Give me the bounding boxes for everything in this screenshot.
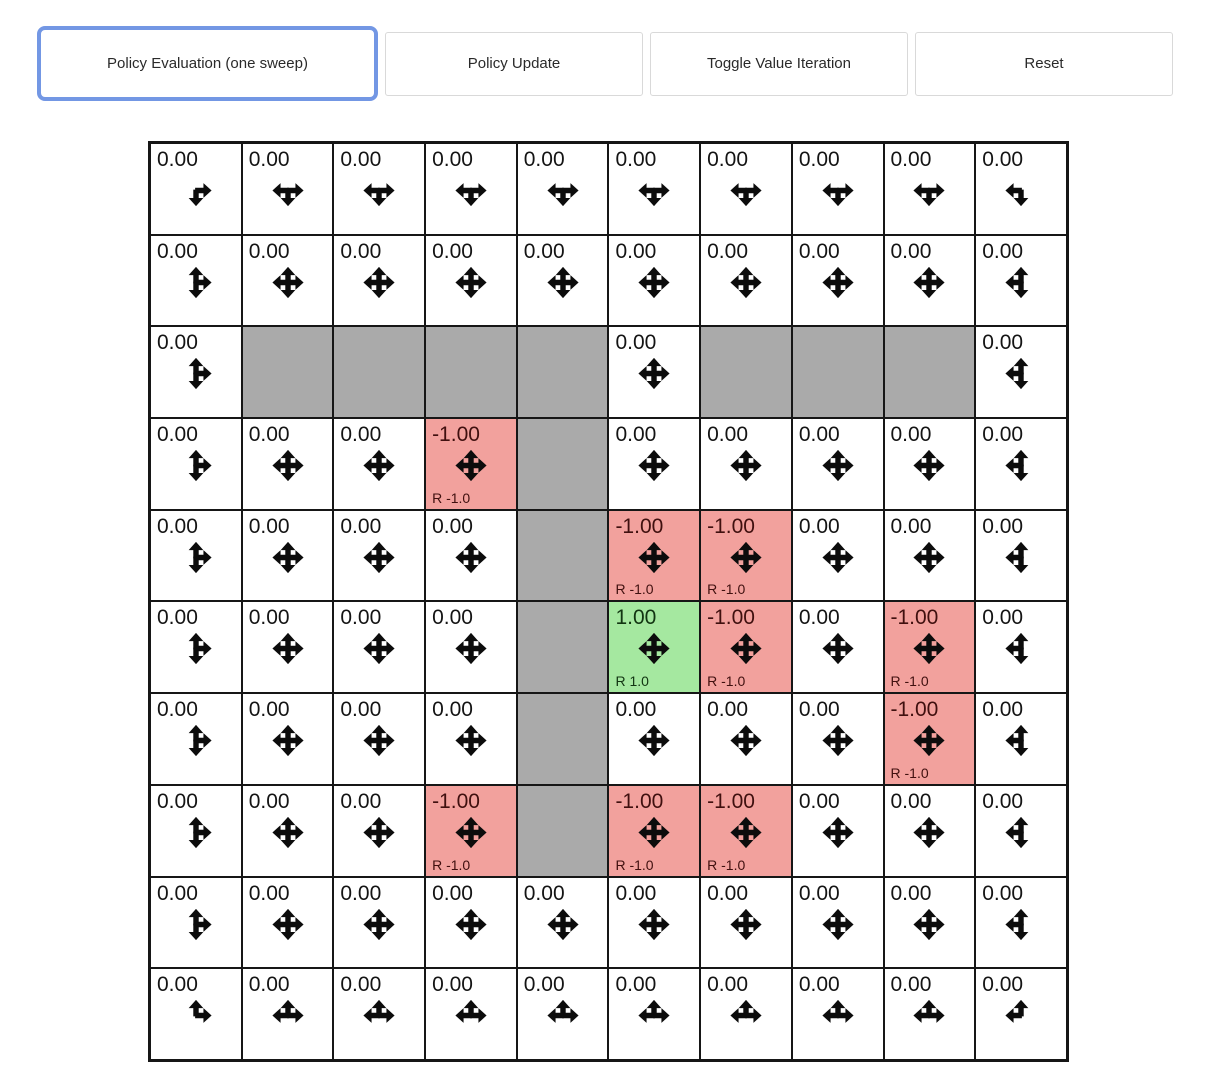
reward-label: R -1.0 — [707, 581, 746, 598]
grid-cell[interactable] — [333, 785, 425, 877]
cell-value: -1.00 — [890, 698, 939, 722]
policy-arrows-icon — [728, 265, 763, 300]
cell-value: 0.00 — [340, 881, 382, 905]
cell-value: 0.00 — [248, 789, 290, 813]
grid-cell[interactable] — [517, 968, 609, 1060]
grid-cell[interactable] — [792, 968, 884, 1060]
policy-arrows-icon — [637, 173, 672, 208]
grid-cell[interactable] — [150, 601, 242, 693]
cell-value: 0.00 — [707, 239, 748, 263]
grid-cell[interactable] — [700, 693, 792, 785]
grid-cell[interactable] — [884, 785, 976, 877]
policy-arrows-icon — [178, 356, 213, 391]
policy-arrows-icon — [1004, 265, 1039, 300]
grid-cell[interactable] — [884, 601, 976, 693]
grid-cell[interactable] — [975, 968, 1067, 1060]
grid-cell[interactable] — [242, 143, 334, 235]
policy-arrows-icon — [820, 815, 855, 850]
grid-cell[interactable] — [608, 785, 700, 877]
policy-arrows-icon — [178, 631, 213, 666]
grid-cell[interactable] — [150, 877, 242, 969]
grid-cell[interactable] — [150, 326, 242, 418]
policy-update-button[interactable]: Policy Update — [385, 32, 643, 96]
policy-arrows-icon — [545, 173, 580, 208]
grid-cell-wall[interactable] — [425, 326, 517, 418]
grid-cell[interactable] — [425, 693, 517, 785]
policy-arrows-icon — [1004, 998, 1039, 1033]
policy-arrows-icon — [912, 448, 947, 483]
policy-arrows-icon — [362, 265, 397, 300]
policy-arrows-icon — [270, 723, 305, 758]
grid-cell-wall[interactable] — [517, 785, 609, 877]
grid-cell[interactable] — [608, 143, 700, 235]
cell-value: 0.00 — [890, 148, 932, 171]
policy-arrows-icon — [820, 173, 855, 208]
cell-value: 0.00 — [340, 606, 382, 630]
cell-value: 0.00 — [982, 239, 1024, 263]
grid-cell[interactable] — [792, 785, 884, 877]
grid-cell-wall[interactable] — [517, 601, 609, 693]
policy-arrows-icon — [362, 998, 397, 1033]
grid-cell[interactable] — [975, 418, 1067, 510]
cell-value: 0.00 — [248, 423, 290, 447]
cell-value: 0.00 — [432, 239, 473, 263]
policy-arrows-icon — [637, 631, 672, 666]
grid-cell[interactable] — [975, 235, 1067, 327]
policy-arrows-icon — [637, 998, 672, 1033]
grid-cell[interactable] — [884, 877, 976, 969]
grid-cell[interactable] — [700, 510, 792, 602]
reward-label: R 1.0 — [615, 673, 649, 690]
policy-arrows-icon — [178, 998, 213, 1033]
cell-value: 0.00 — [340, 423, 382, 447]
toolbar — [37, 26, 1177, 101]
cell-value: 0.00 — [340, 239, 382, 263]
policy-arrows-icon — [637, 723, 672, 758]
policy-arrows-icon — [912, 631, 947, 666]
policy-arrows-icon — [820, 907, 855, 942]
grid-cell[interactable] — [333, 510, 425, 602]
grid-cell[interactable] — [333, 235, 425, 327]
policy-arrows-icon — [178, 448, 213, 483]
cell-value: 0.00 — [707, 148, 748, 171]
cell-value: 0.00 — [432, 148, 473, 171]
cell-value: 0.00 — [157, 881, 198, 905]
cell-value: 0.00 — [798, 148, 840, 171]
policy-arrows-icon — [453, 631, 488, 666]
policy-arrows-icon — [453, 815, 488, 850]
cell-value: 0.00 — [615, 423, 657, 447]
cell-value: 0.00 — [890, 973, 932, 997]
policy-arrows-icon — [820, 448, 855, 483]
policy-arrows-icon — [178, 265, 213, 300]
grid-cell[interactable] — [608, 235, 700, 327]
policy-arrows-icon — [912, 173, 947, 208]
cell-value: 0.00 — [982, 973, 1024, 997]
grid-cell[interactable] — [242, 877, 334, 969]
policy-arrows-icon — [912, 265, 947, 300]
reward-label: R -1.0 — [707, 856, 746, 873]
grid-cell[interactable] — [425, 877, 517, 969]
cell-value: 0.00 — [982, 148, 1024, 171]
cell-value: 0.00 — [615, 148, 657, 171]
grid-cell[interactable] — [333, 693, 425, 785]
gridworld — [148, 141, 1069, 1062]
cell-value: 0.00 — [432, 514, 473, 538]
policy-arrows-icon — [453, 998, 488, 1033]
cell-value: 0.00 — [615, 698, 657, 722]
policy-arrows-icon — [453, 173, 488, 208]
policy-arrows-icon — [728, 631, 763, 666]
grid-cell[interactable] — [150, 235, 242, 327]
policy-arrows-icon — [270, 448, 305, 483]
grid-cell[interactable] — [517, 235, 609, 327]
cell-value: 0.00 — [248, 698, 290, 722]
grid-cell[interactable] — [792, 143, 884, 235]
policy-arrows-icon — [178, 907, 213, 942]
grid-cell[interactable] — [333, 601, 425, 693]
grid-cell[interactable] — [792, 693, 884, 785]
grid-cell[interactable] — [608, 418, 700, 510]
policy-arrows-icon — [820, 265, 855, 300]
policy-arrows-icon — [453, 907, 488, 942]
cell-value: 0.00 — [982, 698, 1024, 722]
grid-cell[interactable] — [884, 968, 976, 1060]
cell-value: 0.00 — [340, 514, 382, 538]
grid-cell-wall[interactable] — [517, 418, 609, 510]
grid-cell[interactable] — [700, 418, 792, 510]
grid-cell[interactable] — [242, 235, 334, 327]
cell-value: 0.00 — [157, 973, 198, 997]
grid-cell[interactable] — [975, 143, 1067, 235]
policy-arrows-icon — [178, 815, 213, 850]
policy-arrows-icon — [362, 448, 397, 483]
policy-arrows-icon — [820, 723, 855, 758]
policy-arrows-icon — [637, 448, 672, 483]
policy-arrows-icon — [362, 815, 397, 850]
policy-arrows-icon — [728, 448, 763, 483]
grid-cell[interactable] — [333, 143, 425, 235]
grid-cell-wall[interactable] — [517, 693, 609, 785]
policy-arrows-icon — [912, 998, 947, 1033]
cell-value: -1.00 — [615, 514, 664, 538]
policy-arrows-icon — [728, 723, 763, 758]
grid-cell[interactable] — [700, 877, 792, 969]
grid-cell[interactable] — [150, 968, 242, 1060]
reward-label: R -1.0 — [615, 581, 654, 598]
grid-cell[interactable] — [608, 601, 700, 693]
policy-arrows-icon — [1004, 540, 1039, 575]
cell-value: 0.00 — [982, 331, 1024, 355]
policy-arrows-icon — [270, 631, 305, 666]
grid-cell[interactable] — [975, 877, 1067, 969]
cell-value: 0.00 — [615, 239, 657, 263]
cell-value: 0.00 — [157, 331, 198, 355]
policy-arrows-icon — [637, 540, 672, 575]
reward-label: R -1.0 — [890, 673, 929, 690]
cell-value: 0.00 — [248, 881, 290, 905]
grid-cell[interactable] — [975, 601, 1067, 693]
policy-arrows-icon — [1004, 815, 1039, 850]
cell-value: 0.00 — [248, 606, 290, 630]
policy-arrows-icon — [178, 723, 213, 758]
cell-value: -1.00 — [615, 789, 664, 813]
cell-value: 0.00 — [982, 514, 1024, 538]
cell-value: 0.00 — [615, 973, 657, 997]
grid-cell[interactable] — [517, 143, 609, 235]
cell-value: 0.00 — [248, 973, 290, 997]
cell-value: 0.00 — [890, 423, 932, 447]
cell-value: 0.00 — [798, 973, 840, 997]
cell-value: -1.00 — [707, 606, 755, 630]
grid-cell[interactable] — [608, 510, 700, 602]
cell-value: 0.00 — [890, 514, 932, 538]
cell-value: 0.00 — [982, 423, 1024, 447]
policy-evaluation-button[interactable]: Policy Evaluation (one sweep) — [37, 26, 378, 101]
policy-arrows-icon — [270, 907, 305, 942]
policy-arrows-icon — [453, 723, 488, 758]
grid-cell[interactable] — [425, 510, 517, 602]
cell-value: 0.00 — [157, 423, 198, 447]
policy-arrows-icon — [362, 631, 397, 666]
policy-arrows-icon — [728, 540, 763, 575]
grid-cell[interactable] — [792, 235, 884, 327]
grid-cell[interactable] — [242, 510, 334, 602]
cell-value: 0.00 — [340, 789, 382, 813]
policy-arrows-icon — [912, 907, 947, 942]
cell-value: 0.00 — [248, 514, 290, 538]
policy-arrows-icon — [728, 815, 763, 850]
policy-arrows-icon — [545, 998, 580, 1033]
policy-arrows-icon — [362, 540, 397, 575]
grid-cell[interactable] — [792, 510, 884, 602]
cell-value: 0.00 — [248, 148, 290, 171]
cell-value: 0.00 — [340, 148, 382, 171]
grid-cell[interactable] — [425, 418, 517, 510]
cell-value: 0.00 — [982, 606, 1024, 630]
reward-label: R -1.0 — [890, 764, 929, 781]
reward-label: R -1.0 — [707, 673, 746, 690]
grid-cell[interactable] — [700, 601, 792, 693]
grid-cell-wall[interactable] — [517, 326, 609, 418]
grid-cell[interactable] — [700, 143, 792, 235]
policy-arrows-icon — [453, 448, 488, 483]
cell-value: 0.00 — [982, 789, 1024, 813]
policy-arrows-icon — [1004, 723, 1039, 758]
cell-value: 0.00 — [798, 606, 840, 630]
grid-cell[interactable] — [884, 693, 976, 785]
policy-arrows-icon — [912, 723, 947, 758]
cell-value: 0.00 — [432, 881, 473, 905]
cell-value: -1.00 — [432, 789, 480, 813]
grid-cell[interactable] — [333, 877, 425, 969]
policy-arrows-icon — [637, 356, 672, 391]
grid-cell[interactable] — [150, 785, 242, 877]
grid-cell[interactable] — [425, 601, 517, 693]
policy-arrows-icon — [362, 907, 397, 942]
cell-value: 0.00 — [248, 239, 290, 263]
policy-arrows-icon — [637, 815, 672, 850]
policy-arrows-icon — [270, 265, 305, 300]
policy-arrows-icon — [820, 540, 855, 575]
cell-value: 0.00 — [890, 239, 932, 263]
cell-value: 0.00 — [432, 698, 473, 722]
grid-cell-wall[interactable] — [884, 326, 976, 418]
grid-cell-wall[interactable] — [700, 326, 792, 418]
policy-arrows-icon — [728, 907, 763, 942]
grid-cell[interactable] — [792, 877, 884, 969]
grid-cell[interactable] — [425, 785, 517, 877]
grid-cell-wall[interactable] — [517, 510, 609, 602]
grid-cell[interactable] — [792, 418, 884, 510]
grid-cell[interactable] — [150, 693, 242, 785]
grid-cell[interactable] — [150, 510, 242, 602]
grid-cell[interactable] — [884, 418, 976, 510]
cell-value: 0.00 — [523, 973, 565, 997]
cell-value: 0.00 — [340, 973, 382, 997]
grid-cell-wall[interactable] — [242, 326, 334, 418]
cell-value: 0.00 — [707, 973, 748, 997]
grid-cell[interactable] — [884, 510, 976, 602]
cell-value: 0.00 — [890, 789, 932, 813]
policy-arrows-icon — [270, 540, 305, 575]
policy-arrows-icon — [362, 173, 397, 208]
cell-value: 0.00 — [798, 239, 840, 263]
grid-cell[interactable] — [242, 418, 334, 510]
reset-button[interactable]: Reset — [915, 32, 1173, 96]
grid-cell[interactable] — [425, 235, 517, 327]
policy-arrows-icon — [637, 907, 672, 942]
policy-arrows-icon — [820, 998, 855, 1033]
cell-value: 0.00 — [157, 148, 198, 171]
cell-value: 0.00 — [982, 881, 1024, 905]
toggle-value-iteration-button[interactable]: Toggle Value Iteration — [650, 32, 908, 96]
grid-cell[interactable] — [425, 968, 517, 1060]
policy-arrows-icon — [178, 540, 213, 575]
grid-cell[interactable] — [700, 785, 792, 877]
grid-cell[interactable] — [425, 143, 517, 235]
grid-cell[interactable] — [517, 877, 609, 969]
grid-cell[interactable] — [242, 785, 334, 877]
cell-value: 0.00 — [523, 881, 565, 905]
grid-cell[interactable] — [608, 968, 700, 1060]
grid-cell[interactable] — [700, 235, 792, 327]
grid-cell[interactable] — [792, 601, 884, 693]
cell-value: 0.00 — [798, 789, 840, 813]
grid-cell[interactable] — [150, 143, 242, 235]
grid-cell[interactable] — [884, 235, 976, 327]
cell-value: -1.00 — [890, 606, 939, 630]
policy-arrows-icon — [728, 173, 763, 208]
cell-value: 0.00 — [157, 698, 198, 722]
grid-cell[interactable] — [333, 418, 425, 510]
reward-label: R -1.0 — [615, 856, 654, 873]
cell-value: 0.00 — [432, 606, 473, 630]
grid-cell[interactable] — [884, 143, 976, 235]
policy-arrows-icon — [912, 540, 947, 575]
policy-arrows-icon — [1004, 631, 1039, 666]
cell-value: 0.00 — [707, 881, 748, 905]
policy-arrows-icon — [270, 173, 305, 208]
policy-arrows-icon — [270, 998, 305, 1033]
cell-value: 0.00 — [340, 698, 382, 722]
cell-value: 0.00 — [890, 881, 932, 905]
policy-arrows-icon — [728, 998, 763, 1033]
policy-arrows-icon — [545, 907, 580, 942]
cell-value: 0.00 — [432, 973, 473, 997]
cell-value: -1.00 — [432, 423, 480, 447]
cell-value: -1.00 — [707, 789, 755, 813]
cell-value: 0.00 — [157, 789, 198, 813]
grid-cell[interactable] — [608, 877, 700, 969]
grid-cell[interactable] — [608, 326, 700, 418]
grid-cell[interactable] — [608, 693, 700, 785]
grid-cell-wall[interactable] — [333, 326, 425, 418]
cell-value: 0.00 — [615, 331, 657, 355]
policy-arrows-icon — [1004, 173, 1039, 208]
cell-value: 0.00 — [798, 881, 840, 905]
grid-cell[interactable] — [242, 693, 334, 785]
cell-value: 0.00 — [157, 514, 198, 538]
cell-value: 0.00 — [798, 423, 840, 447]
grid-cell-wall[interactable] — [792, 326, 884, 418]
cell-value: 0.00 — [707, 423, 748, 447]
grid-cell[interactable] — [975, 785, 1067, 877]
cell-value: 1.00 — [615, 606, 657, 630]
policy-arrows-icon — [820, 631, 855, 666]
policy-arrows-icon — [453, 540, 488, 575]
cell-value: 0.00 — [157, 606, 198, 630]
grid-cell[interactable] — [975, 326, 1067, 418]
grid-cell[interactable] — [975, 510, 1067, 602]
cell-value: 0.00 — [707, 698, 748, 722]
grid-cell[interactable] — [150, 418, 242, 510]
policy-arrows-icon — [1004, 907, 1039, 942]
policy-arrows-icon — [545, 265, 580, 300]
cell-value: 0.00 — [523, 148, 565, 171]
cell-value: 0.00 — [615, 881, 657, 905]
policy-arrows-icon — [270, 815, 305, 850]
policy-arrows-icon — [453, 265, 488, 300]
cell-value: 0.00 — [523, 239, 565, 263]
policy-arrows-icon — [637, 265, 672, 300]
policy-arrows-icon — [1004, 356, 1039, 391]
reward-label: R -1.0 — [432, 856, 471, 873]
policy-arrows-icon — [912, 815, 947, 850]
cell-value: -1.00 — [707, 514, 755, 538]
reward-label: R -1.0 — [432, 489, 471, 506]
grid-cell[interactable] — [333, 968, 425, 1060]
policy-arrows-icon — [178, 173, 213, 208]
grid-cell[interactable] — [242, 968, 334, 1060]
policy-arrows-icon — [362, 723, 397, 758]
policy-arrows-icon — [1004, 448, 1039, 483]
grid-cell[interactable] — [700, 968, 792, 1060]
grid-cell[interactable] — [975, 693, 1067, 785]
grid-cell[interactable] — [242, 601, 334, 693]
cell-value: 0.00 — [157, 239, 198, 263]
cell-value: 0.00 — [798, 514, 840, 538]
cell-value: 0.00 — [798, 698, 840, 722]
